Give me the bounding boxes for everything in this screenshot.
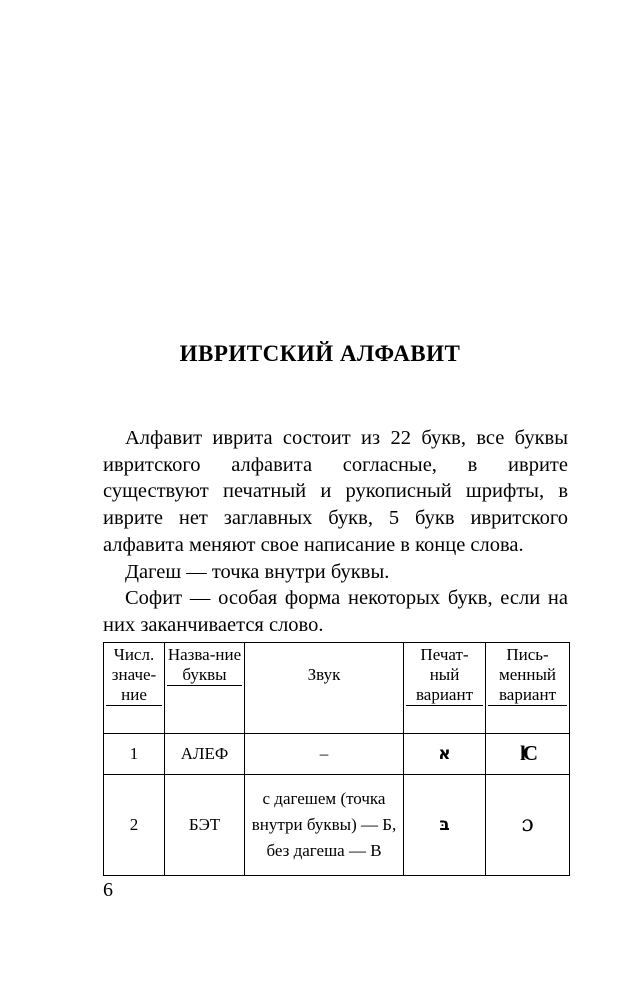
table-row [104, 775, 570, 876]
header-sound: Звук [245, 643, 404, 734]
header-number: Числ. значе-ние [104, 643, 165, 734]
alphabet-table [103, 642, 570, 876]
table-header-row [104, 643, 570, 734]
printed-letter: א [438, 744, 451, 764]
cell-written [486, 734, 570, 775]
cell-name: БЭТ [165, 775, 245, 876]
written-letter: lC [520, 741, 535, 765]
table-row [104, 734, 570, 775]
cell-printed [404, 734, 486, 775]
cell-number: 1 [104, 734, 165, 775]
cell-name: АЛЕФ [165, 734, 245, 775]
dagesh-definition: Дагеш — точка внутри буквы. [125, 560, 390, 583]
header-printed: Печат-ный вариант [404, 643, 486, 734]
page-number: 6 [103, 879, 113, 901]
cell-written [486, 775, 570, 876]
page-title: ИВРИТСКИЙ АЛФАВИТ [179, 341, 461, 366]
header-name: Назва-ние буквы [165, 643, 245, 734]
printed-letter: בּ [439, 815, 450, 835]
cell-sound: – [245, 734, 404, 775]
written-letter: ɔ [521, 811, 534, 837]
cell-printed [404, 775, 486, 876]
cell-sound: с дагешем (точка внутри буквы) — Б, без дагеша — В [245, 775, 404, 876]
body-text [103, 425, 568, 639]
header-written: Пись-менный вариант [486, 643, 570, 734]
sofit-definition: Софит — особая форма некоторых букв, если на них заканчивается слово. [103, 587, 568, 636]
cell-number: 2 [104, 775, 165, 876]
intro-paragraph: Алфавит иврита состоит из 22 букв, все буквы ивритского алфавита согласные, в иврите существуют печатный и рукописный шрифты, в иврите нет заглавных букв, 5 букв ивритского алфавита меняют свое написание в конце слова. [103, 427, 568, 556]
